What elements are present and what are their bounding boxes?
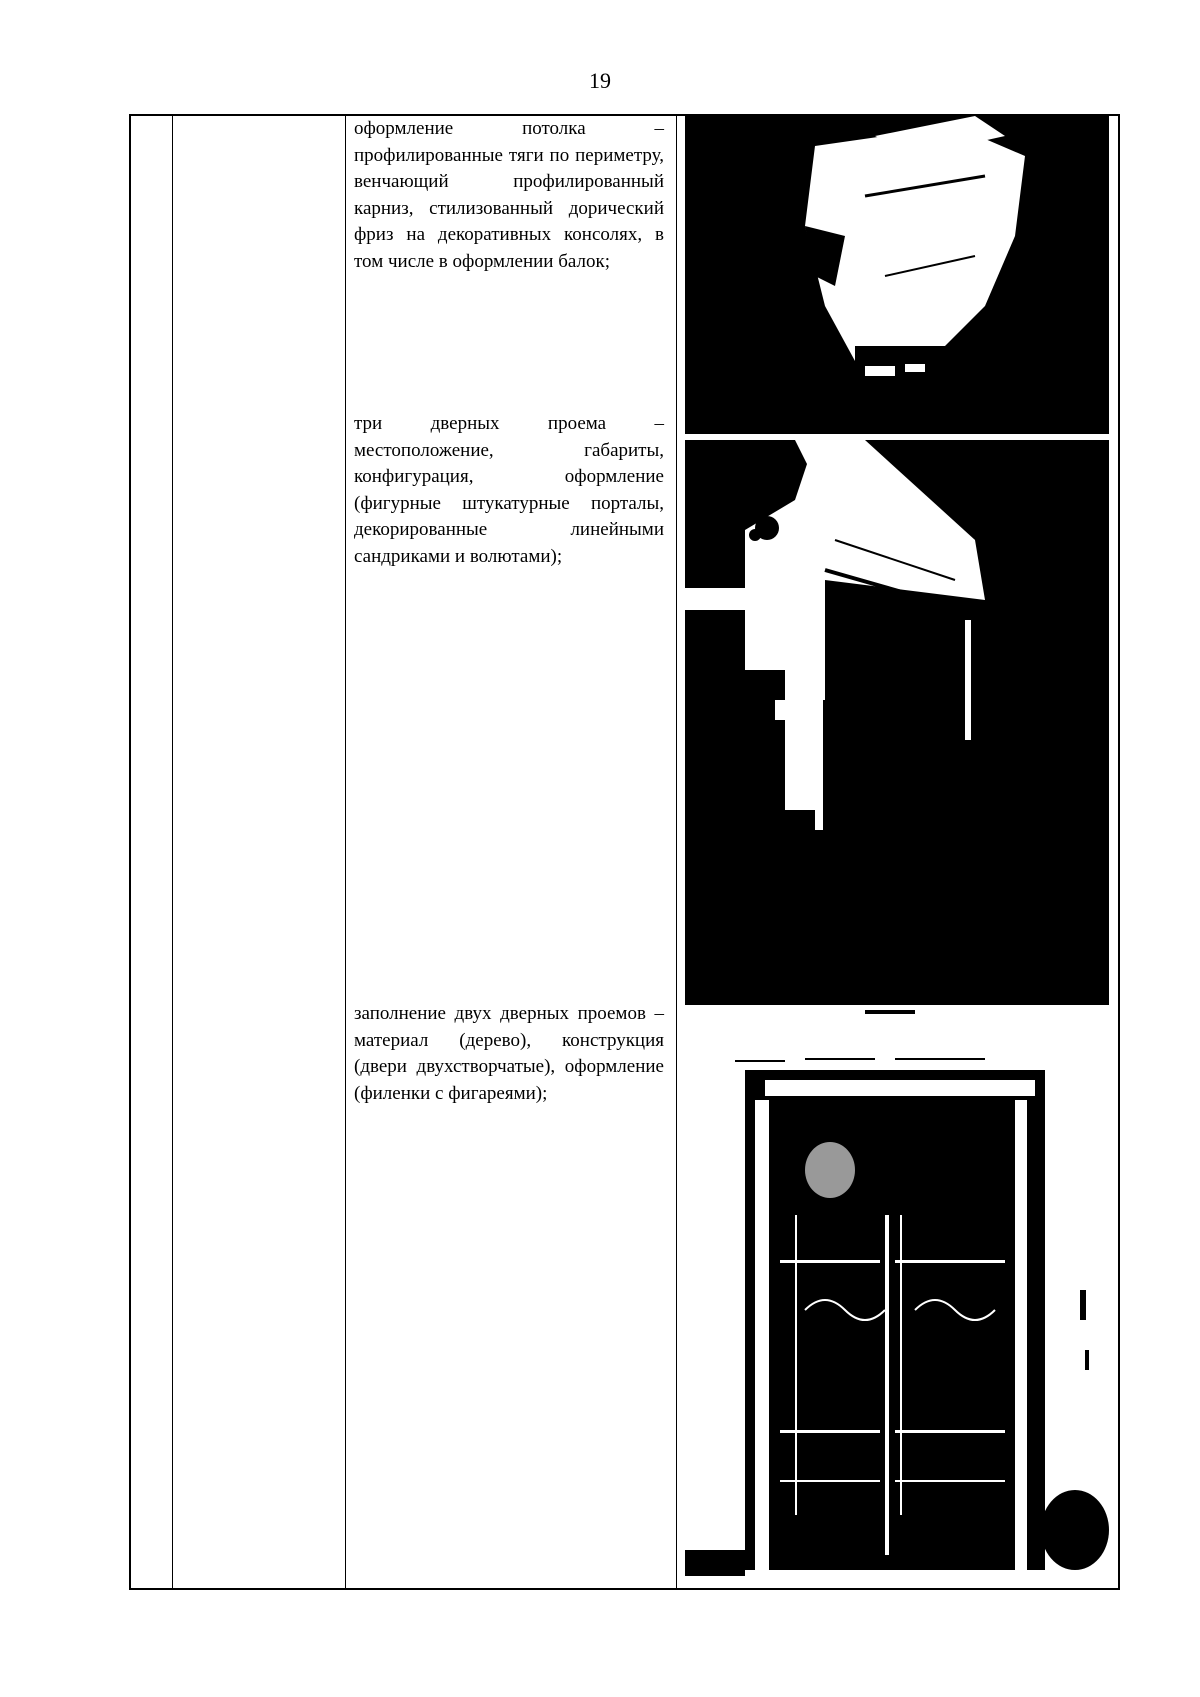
door-portal-photo	[685, 440, 1109, 1005]
row-2-description: три дверных проема – местоположение, габариты, конфигурация, оформление (фигурные штукатурные порталы, декорированные линейными сандриками и волютами);	[354, 413, 664, 567]
row-3-description: заполнение двух дверных проемов – материал (дерево), конструкция (двери двухстворчатые), оформление (филенки с фигареями);	[354, 1003, 664, 1104]
table-column-divider-2	[345, 116, 346, 1588]
double-door-photo	[685, 1010, 1109, 1576]
ceiling-photo	[685, 116, 1109, 434]
table-column-divider-1	[172, 116, 173, 1588]
ceiling-photo-image	[685, 116, 1109, 434]
page-number: 19	[589, 68, 611, 93]
table-column-divider-3	[676, 116, 677, 1588]
row-1-description: оформление потолка – профилированные тяги по периметру, венчающий профилированный карниз, стилизованный дорический фриз на декоративных консолях, в том числе в оформлении балок;	[354, 118, 664, 272]
door-portal-photo-image	[685, 440, 1109, 1005]
double-door-photo-image	[685, 1010, 1109, 1576]
